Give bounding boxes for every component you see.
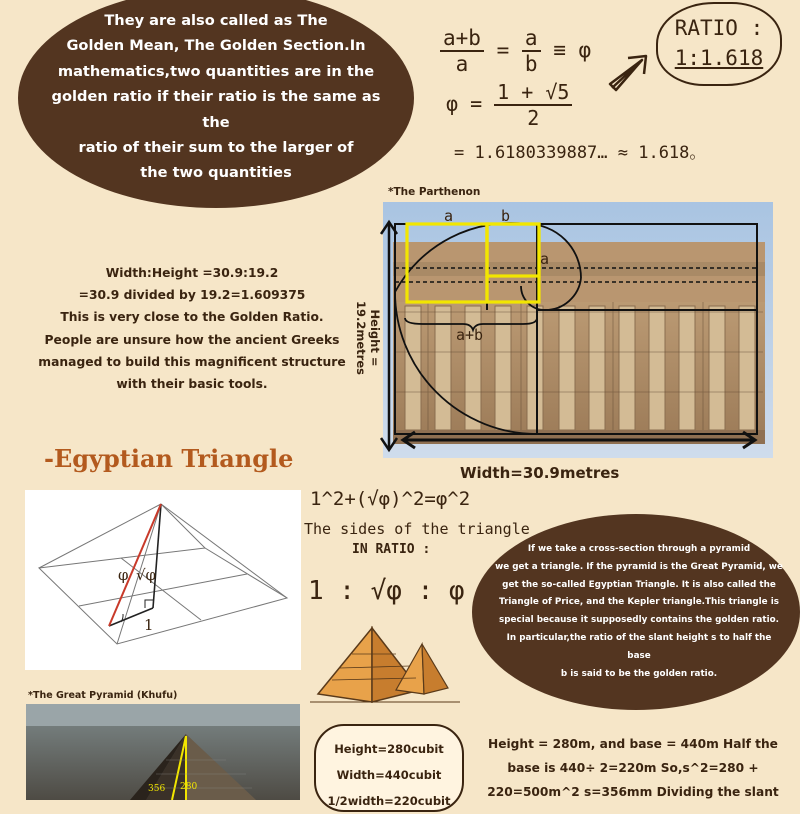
egypt-line: we get a triangle. If the pyramid is the Great Pyramid, we (495, 561, 783, 572)
egypt-oval (472, 514, 800, 710)
egypt-line: b is said to be the golden ratio. (560, 668, 718, 679)
calc-line: Height = 280m, and base = 440m Half the (488, 737, 778, 751)
arrow-icon (606, 48, 658, 94)
parthenon-line: with their basic tools. (116, 377, 268, 392)
egypt-line: get the so-called Egyptian Triangle. It is also called the (502, 579, 776, 590)
intro-line: the two quantities (140, 164, 292, 182)
intro-line: mathematics,two quantities are in the (57, 62, 375, 80)
intro-line: ratio of their sum to the larger of (78, 139, 354, 157)
parthenon-line: =30.9 divided by 19.2=1.609375 (78, 288, 306, 303)
diagram-sqrt-phi: √φ (136, 566, 157, 584)
diagram-phi: φ (118, 566, 129, 584)
photo-label-356: 356 (148, 784, 166, 794)
fraction-denominator: a (455, 52, 469, 76)
equiv-phi: ≡ φ (553, 38, 592, 62)
pyramids-illustration (310, 624, 460, 704)
phi-definition (446, 80, 572, 130)
fraction-numerator: a+b (440, 26, 484, 52)
fraction-a-plus-b-over-a (440, 26, 484, 76)
diagram-one: 1 (144, 616, 154, 634)
parthenon-line: Width:Height =30.9:19.2 (105, 266, 279, 280)
calc-line: 220=500m^2 s=356mm Dividing the slant (487, 785, 779, 799)
cloud-line: Height=280cubit (334, 742, 444, 756)
label-a-plus-b: a+b (456, 326, 484, 344)
parthenon-image (383, 202, 773, 458)
egypt-line: In particular,the ratio of the slant height s to half the base (506, 632, 772, 661)
in-ratio-text: IN RATIO : (352, 542, 431, 557)
calc-line: base is 440÷ 2=220m So,s^2=280 + (507, 761, 759, 775)
phi-value: = 1.6180339887… ≈ 1.618。 (454, 143, 707, 163)
ratio-box (656, 2, 782, 86)
egypt-line: If we take a cross-section through a pyramid (527, 544, 751, 554)
label-b-top: b (501, 207, 511, 225)
intro-line: golden ratio if their ratio is the same as the (51, 88, 381, 131)
pyramid-diagram (25, 490, 301, 670)
parthenon-caption: *The Parthenon (388, 186, 481, 198)
width-label: Width=30.9metres (460, 464, 620, 482)
equals-sign: = (496, 38, 510, 62)
egyptian-triangle-heading: -Egyptian Triangle (44, 444, 294, 473)
intro-oval (18, 0, 414, 208)
intro-line: They are also called as The (104, 12, 328, 29)
golden-formula (440, 26, 591, 76)
parthenon-line: This is very close to the Golden Ratio. (60, 310, 324, 325)
fraction-numerator: a (522, 26, 541, 52)
egypt-equation: 1^2+(√φ)^2=φ^2 (310, 488, 471, 510)
ratio-sides: 1 : √φ : φ (308, 576, 465, 606)
phi-lhs: φ = (446, 91, 483, 116)
egypt-line: special because it supposedly contains the golden ratio. (499, 615, 779, 626)
fraction-a-over-b (522, 26, 541, 76)
fraction-denominator: b (524, 52, 538, 76)
fraction-phi (494, 80, 572, 130)
egypt-line: Triangle of Price, and the Kepler triangle.This triangle is (499, 597, 779, 608)
ratio-value: 1:1.618 (674, 46, 764, 70)
parthenon-line: People are unsure how the ancient Greeks (44, 332, 340, 347)
height-label: Height = 19.2metres (354, 301, 382, 375)
sides-text: The sides of the triangle (304, 520, 530, 538)
ratio-label: RATIO : (674, 16, 764, 40)
fraction-denominator: 2 (527, 106, 540, 130)
cloud-line: 1/2width=220cubit (327, 794, 451, 808)
parthenon-text (8, 262, 376, 395)
cubit-cloud (314, 724, 464, 812)
egypt-oval-text (494, 541, 784, 683)
intro-text (40, 8, 392, 186)
intro-line: Golden Mean, The Golden Section.In (66, 37, 366, 55)
parthenon-line: managed to build this magnificent structure (38, 354, 346, 369)
fraction-numerator: 1 + √5 (494, 80, 572, 106)
label-a-right: a (540, 250, 550, 268)
photo-label-280: 280 (180, 782, 198, 792)
cloud-line: Width=440cubit (336, 768, 442, 782)
label-a-top: a (444, 207, 454, 225)
great-pyramid-caption: *The Great Pyramid (Khufu) (28, 690, 178, 701)
pyramid-calculation-text (480, 732, 786, 804)
